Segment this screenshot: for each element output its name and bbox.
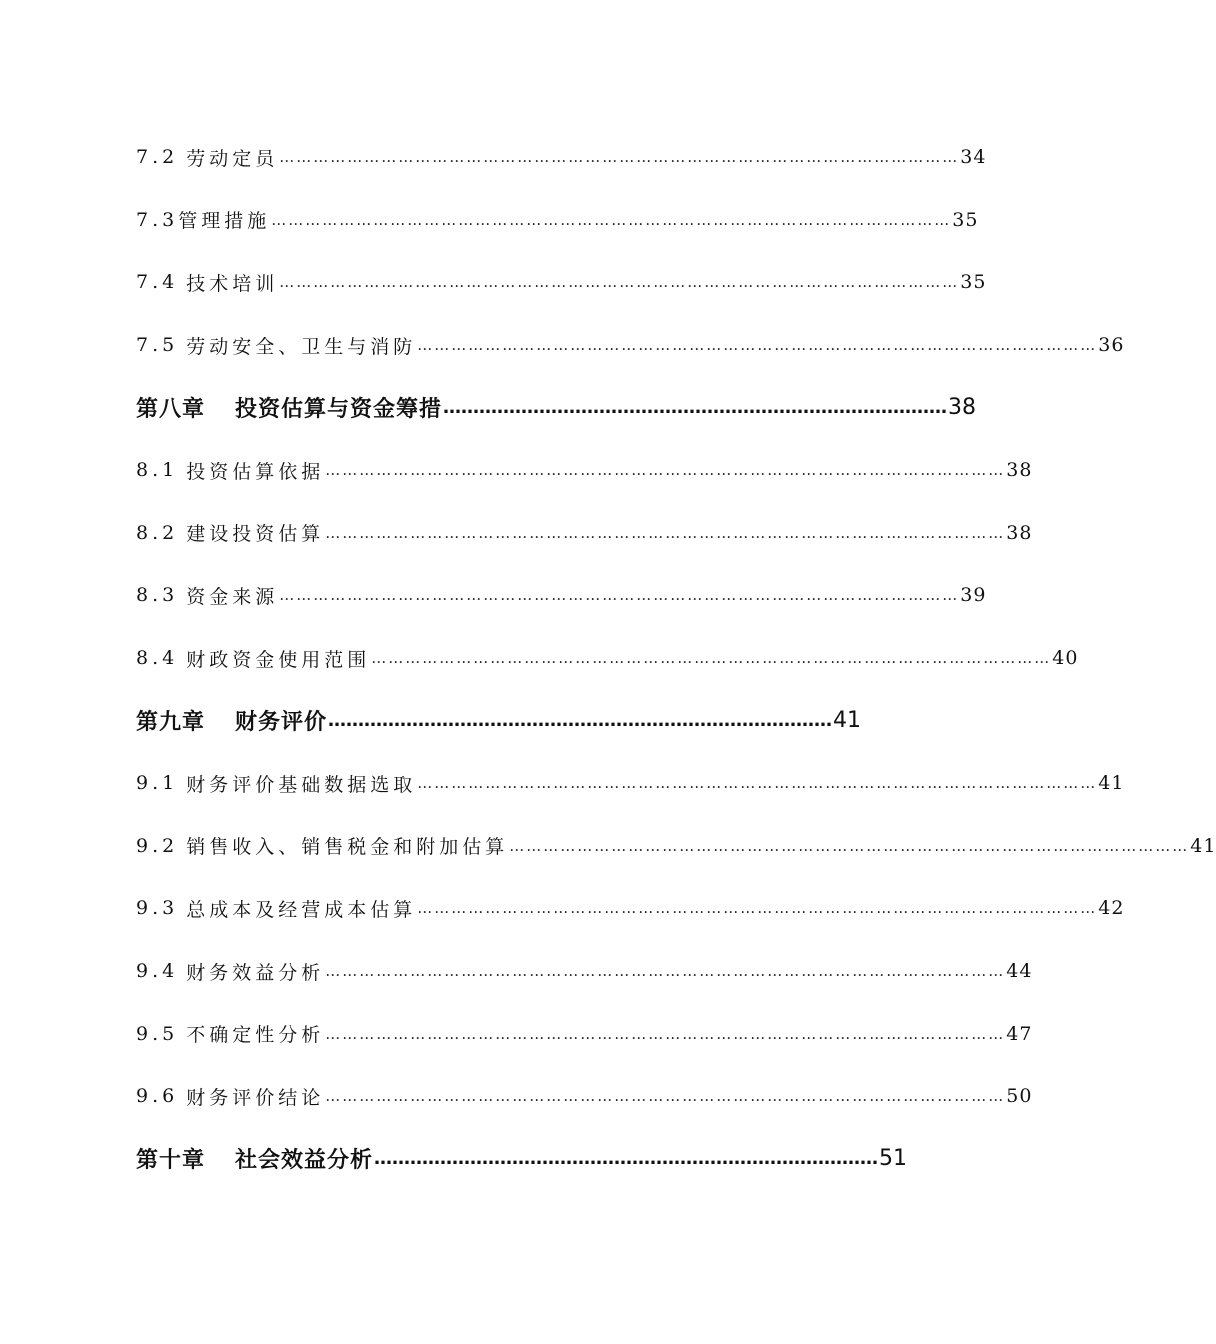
toc-entry-number: 8.4 [136, 647, 179, 670]
dot-leader: ………………………………………………………………………………………………………… [509, 836, 1190, 855]
toc-entry[interactable] [136, 502, 1033, 565]
toc-entry-page: 42 [1098, 897, 1125, 920]
toc-entry-page: 38 [1006, 459, 1033, 482]
toc-entry[interactable] [136, 251, 987, 314]
toc-entry[interactable] [136, 1065, 1033, 1128]
dot-leader: ………………………………………………………………………………………………………… [279, 273, 960, 292]
toc-entry[interactable] [136, 564, 987, 627]
toc-chapter-page: 38 [948, 395, 977, 421]
dot-leader: ………………………………………………………………………………………………………… [325, 1087, 1006, 1106]
dot-leader: ………………………………………………………………………………………………………… [325, 461, 1006, 480]
dot-leader: ………………………………………………………………………………………………………… [325, 962, 1006, 981]
toc-entry-title: 财务效益分析 [186, 961, 325, 984]
dot-leader: ………………………………………………………………………… [374, 1148, 879, 1170]
toc-entry-title: 技术培训 [186, 272, 279, 295]
toc-entry-title: 管理措施 [178, 210, 271, 233]
toc-entry-title: 劳动安全、卫生与消防 [186, 335, 417, 358]
toc-entry-page: 38 [1006, 521, 1033, 544]
toc-entry[interactable] [136, 439, 1033, 502]
toc-entry-page: 36 [1098, 334, 1125, 357]
toc-entry-page: 50 [1006, 1085, 1033, 1108]
toc-entry-number: 9.1 [136, 772, 179, 795]
dot-leader: ………………………………………………………………………………………………………… [325, 1024, 1006, 1043]
toc-chapter-page: 51 [879, 1146, 908, 1172]
toc-chapter-title: 财务评价 [235, 710, 328, 736]
toc-chapter-page: 41 [833, 708, 862, 734]
toc-entry-number: 8.2 [136, 521, 179, 544]
toc-chapter-title: 投资估算与资金筹措 [235, 397, 443, 423]
toc-entry-title: 不确定性分析 [186, 1024, 325, 1047]
toc-chapter-title: 社会效益分析 [235, 1148, 374, 1174]
toc-entry[interactable] [136, 940, 1033, 1003]
toc-entry-number: 9.6 [136, 1085, 179, 1108]
toc-chapter-number: 第八章 [136, 397, 206, 423]
toc-entry-page: 35 [960, 271, 987, 294]
toc-entry-page: 39 [960, 584, 987, 607]
toc-entry-page: 41 [1190, 834, 1216, 857]
toc-entry-title: 建设投资估算 [186, 523, 325, 546]
toc-entry-page: 47 [1006, 1022, 1033, 1045]
toc-chapter-number: 第十章 [136, 1148, 206, 1174]
toc-entry-title: 资金来源 [186, 585, 279, 608]
toc-entry-number: 9.3 [136, 897, 179, 920]
toc-entry-number: 8.3 [136, 584, 179, 607]
toc-entry[interactable] [136, 314, 1125, 377]
toc-entry[interactable] [136, 815, 1216, 878]
toc-entry-number: 7.5 [136, 334, 179, 357]
toc-entry-number: 9.4 [136, 960, 179, 983]
toc-entry-page: 41 [1098, 772, 1125, 795]
toc-chapter[interactable] [136, 376, 977, 439]
toc-entry-number: 7.3 [136, 208, 179, 231]
toc-entry-title: 财务评价基础数据选取 [186, 773, 417, 796]
toc-entry[interactable] [136, 189, 979, 252]
toc-entry-title: 总成本及经营成本估算 [186, 898, 417, 921]
dot-leader: ………………………………………………………………………………………………………… [417, 899, 1098, 918]
toc-entry-page: 34 [960, 146, 987, 169]
dot-leader: ………………………………………………………………………………………………………… [279, 586, 960, 605]
table-of-contents [136, 126, 1216, 1190]
dot-leader: ………………………………………………………………………………………………………… [325, 523, 1006, 542]
dot-leader: ………………………………………………………………………………………………………… [371, 649, 1052, 668]
toc-entry-page: 44 [1006, 960, 1033, 983]
toc-entry-page: 40 [1052, 647, 1079, 670]
toc-entry-number: 8.1 [136, 459, 179, 482]
toc-entry[interactable] [136, 627, 1079, 690]
dot-leader: ………………………………………………………………………… [328, 710, 833, 732]
toc-entry[interactable] [136, 126, 987, 189]
toc-entry[interactable] [136, 877, 1125, 940]
toc-entry-title: 投资估算依据 [186, 460, 325, 483]
dot-leader: ………………………………………………………………………………………………………… [417, 774, 1098, 793]
dot-leader: ………………………………………………………………………… [443, 397, 948, 419]
toc-entry-title: 财政资金使用范围 [186, 648, 371, 671]
toc-entry-number: 9.2 [136, 834, 179, 857]
toc-entry-number: 7.4 [136, 271, 179, 294]
toc-entry-title: 财务评价结论 [186, 1086, 325, 1109]
dot-leader: ………………………………………………………………………………………………………… [279, 148, 960, 167]
dot-leader: ………………………………………………………………………………………………………… [417, 336, 1098, 355]
toc-entry-title: 销售收入、销售税金和附加估算 [186, 836, 509, 859]
toc-entry-number: 9.5 [136, 1022, 179, 1045]
toc-entry-number: 7.2 [136, 146, 179, 169]
toc-entry[interactable] [136, 1002, 1033, 1065]
toc-chapter[interactable] [136, 689, 862, 752]
dot-leader: ………………………………………………………………………………………………………… [271, 210, 952, 229]
toc-entry-title: 劳动定员 [186, 147, 279, 170]
toc-entry[interactable] [136, 752, 1125, 815]
toc-entry-page: 35 [952, 208, 979, 231]
toc-chapter-number: 第九章 [136, 710, 206, 736]
toc-chapter[interactable] [136, 1128, 908, 1191]
